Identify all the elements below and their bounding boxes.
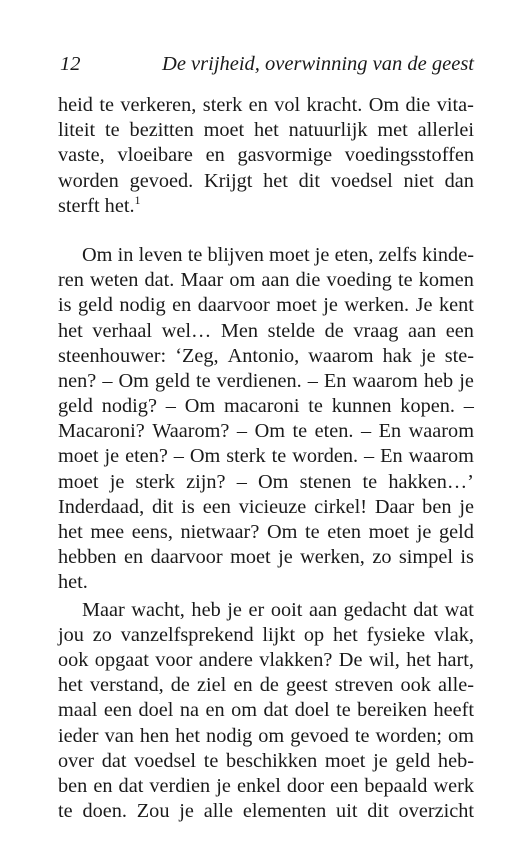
text-line: heid te verkeren, sterk en vol kracht. Om die vita- [58, 94, 474, 116]
page-number: 12 [60, 53, 81, 75]
text-line: nen? – Om geld te verdienen. – En waarom heb je [58, 369, 474, 392]
book-page [58, 0, 474, 850]
text-line: Inderdaad, dit is een vicieuze cirkel! Daar ben je [58, 495, 474, 518]
text-line: liteit te bezitten moet het natuurlijk met allerlei [58, 119, 474, 142]
text-line: Om in leven te blijven moet je eten, zelfs kinde- [82, 243, 474, 266]
text-line: het verstand, de ziel en de geest streven ook alle- [58, 674, 474, 697]
text-line: het. [58, 571, 88, 594]
text-line: worden gevoed. Krijgt het dit voedsel niet dan [58, 169, 474, 192]
body-text [58, 93, 474, 824]
text-line: vaste, vloeibare en gasvormige voedingsstoffen [58, 144, 474, 167]
paragraph-gap [58, 219, 474, 243]
text-line: Maar wacht, heb je er ooit aan gedacht dat wat [82, 598, 474, 621]
text-line: maal een doel na en om dat doel te bereiken heeft [58, 699, 474, 722]
text-line: is geld nodig en daarvoor moet je werken. Je kent [58, 294, 474, 317]
text-line: ben en dat verdien je enkel door een bepaald werk [58, 774, 474, 797]
paragraph [58, 93, 474, 219]
text-line: ook opgaat voor andere vlakken? De wil, het hart, [58, 648, 474, 671]
running-title: De vrijheid, overwinning van de geest [162, 53, 474, 75]
footnote-reference[interactable]: 1 [134, 192, 141, 207]
text-line: het mee eens, nietwaar? Om te eten moet je geld [58, 521, 474, 543]
page-header [58, 50, 474, 78]
paragraph [58, 598, 474, 825]
text-line: moet je eten? – Om sterk te worden. – En waarom [58, 445, 474, 468]
text-line: Macaroni? Waarom? – Om te eten. – En waarom [58, 420, 474, 443]
paragraph [58, 243, 474, 596]
text-line: over dat voedsel te beschikken moet je geld heb- [58, 749, 474, 772]
text-line: steenhouwer: ‘Zeg, Antonio, waarom hak je ste- [58, 344, 474, 367]
text-line: geld nodig? – Om macaroni te kunnen kopen. – [58, 395, 474, 418]
text-line: ieder van hen het nodig om gevoed te worden; om [58, 724, 474, 747]
text-line: het verhaal wel… Men stelde de vraag aan een [58, 319, 474, 342]
text-line: hebben en daarvoor moet je werken, zo simpel is [58, 546, 474, 569]
text-line: te doen. Zou je alle elementen uit dit overzicht [58, 800, 474, 823]
text-line: moet je sterk zijn? – Om stenen te hakken…’ [58, 470, 474, 493]
text-line: jou zo vanzelfsprekend lijkt op het fysieke vlak, [58, 623, 474, 646]
text-line: sterft het.$^1$ [58, 192, 141, 217]
text-line: ren weten dat. Maar om aan die voeding te komen [58, 269, 474, 292]
